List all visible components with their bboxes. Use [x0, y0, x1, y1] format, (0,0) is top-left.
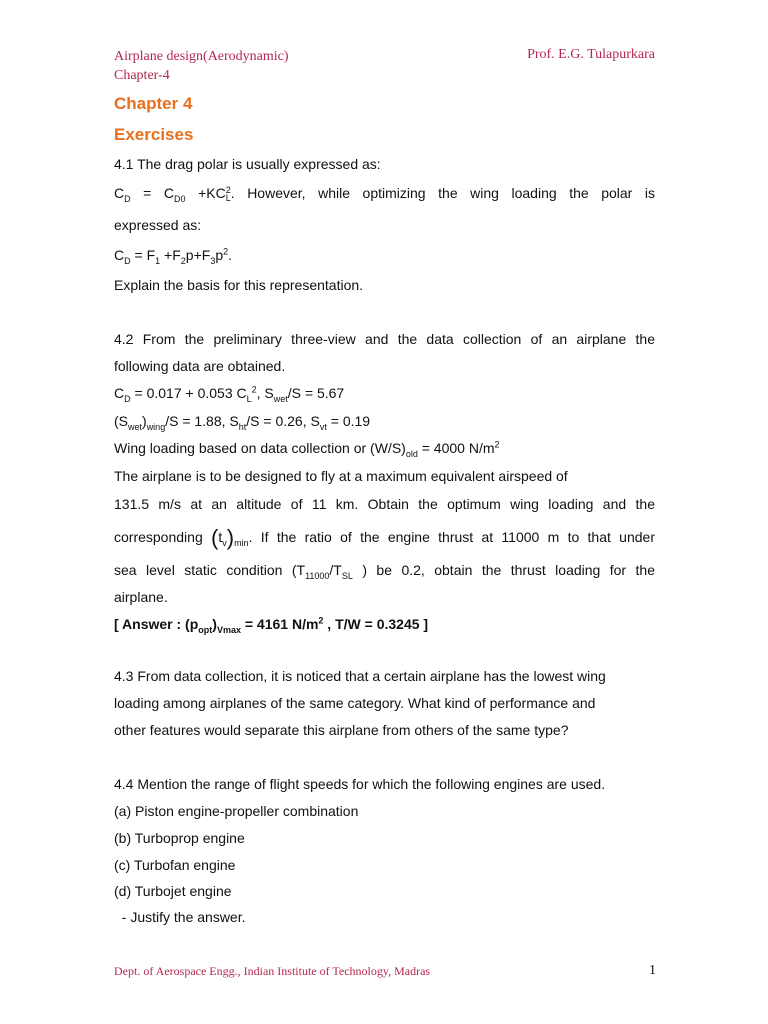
exercise-4-2-line2: following data are obtained. — [114, 358, 286, 374]
exercise-4-2-line9: sea level static condition ($T_{11000}/T_{SL}$ ) be 0.2, obtain the thrust loading for the — [114, 562, 655, 581]
exercise-4-1-line3: expressed as: — [114, 217, 202, 233]
exercise-4-3-line2: loading among airplanes of the same category. What kind of performance and — [114, 695, 596, 711]
exercise-4-2-line6: The airplane is to be designed to fly at a maximum equivalent airspeed of — [114, 468, 568, 484]
exercise-4-3-line3: other features would separate this airplane from others of the same type? — [114, 722, 569, 738]
running-header-left — [114, 47, 289, 85]
exercise-4-4-item-a: (a) Piston engine-propeller combination — [114, 803, 359, 819]
section-title: Exercises — [114, 125, 194, 144]
exercise-4-2-answer: [ Answer : $(p_{opt})_{Vmax} = 4161$ $N/m^2$ , T/W = 0.3245 ] — [114, 615, 429, 635]
exercise-4-4-item-b: (b) Turboprop engine — [114, 830, 245, 846]
exercise-4-4-item-c: (c) Turbofan engine — [114, 857, 236, 873]
chapter-title: Chapter 4 — [114, 94, 193, 113]
exercise-4-1-intro: 4.1 The drag polar is usually expressed as: — [114, 156, 381, 172]
exercise-4-2-line7: 131.5 m/s at an altitude of 11 km. Obtain the optimum wing loading and the — [114, 496, 655, 512]
course-title: Airplane design(Aerodynamic) — [114, 49, 289, 64]
exercise-4-4-line1: 4.4 Mention the range of flight speeds for which the following engines are used. — [114, 776, 606, 792]
exercise-4-2-line1: 4.2 From the preliminary three-view and the data collection of an airplane the — [114, 331, 655, 347]
exercise-4-2-line8: corresponding $(t_v)_{min}$. If the ratio of the engine thrust at 11000 m to that under — [114, 525, 655, 550]
page-number: 1 — [649, 963, 656, 978]
exercise-4-1-polar-f: $C_D = F_1 +F_2p+F_3p^2$. — [114, 246, 233, 266]
exercise-4-1-drag-polar: $C_D = C_{D0} +KC$ 2 L . However, while optimizing the wing loading the polar is — [114, 185, 656, 204]
author-name: Prof. E.G. Tulapurkara — [527, 47, 655, 62]
exercise-4-2-wing-loading: Wing loading based on data collection or $(W/S)_{old} = 4000$ $N/m^2$ — [114, 439, 500, 459]
exercise-4-2-drag-data: $C_D = 0.017 + 0.053$ $C_L^2$, $S_{wet}/S = 5.67$ — [114, 384, 345, 404]
footer-department: Dept. of Aerospace Engg., Indian Institute of Technology, Madras — [114, 964, 431, 978]
exercise-4-4-item-d: (d) Turbojet engine — [114, 883, 232, 899]
exercise-4-2-line10: airplane. — [114, 589, 168, 605]
exercise-4-1-explain: Explain the basis for this representation. — [114, 277, 364, 293]
exercise-4-3-line1: 4.3 From data collection, it is noticed that a certain airplane has the lowest wing — [114, 668, 606, 684]
exercise-4-2-area-ratios: $(S_{wet})_{wing}/S = 1.88$, $S_{ht}/S = 0.26$, $S_{vt} = 0.19$ — [114, 413, 371, 432]
exercise-4-4-justify: - Justify the answer. — [114, 909, 246, 925]
chapter-label: Chapter-4 — [114, 68, 170, 83]
